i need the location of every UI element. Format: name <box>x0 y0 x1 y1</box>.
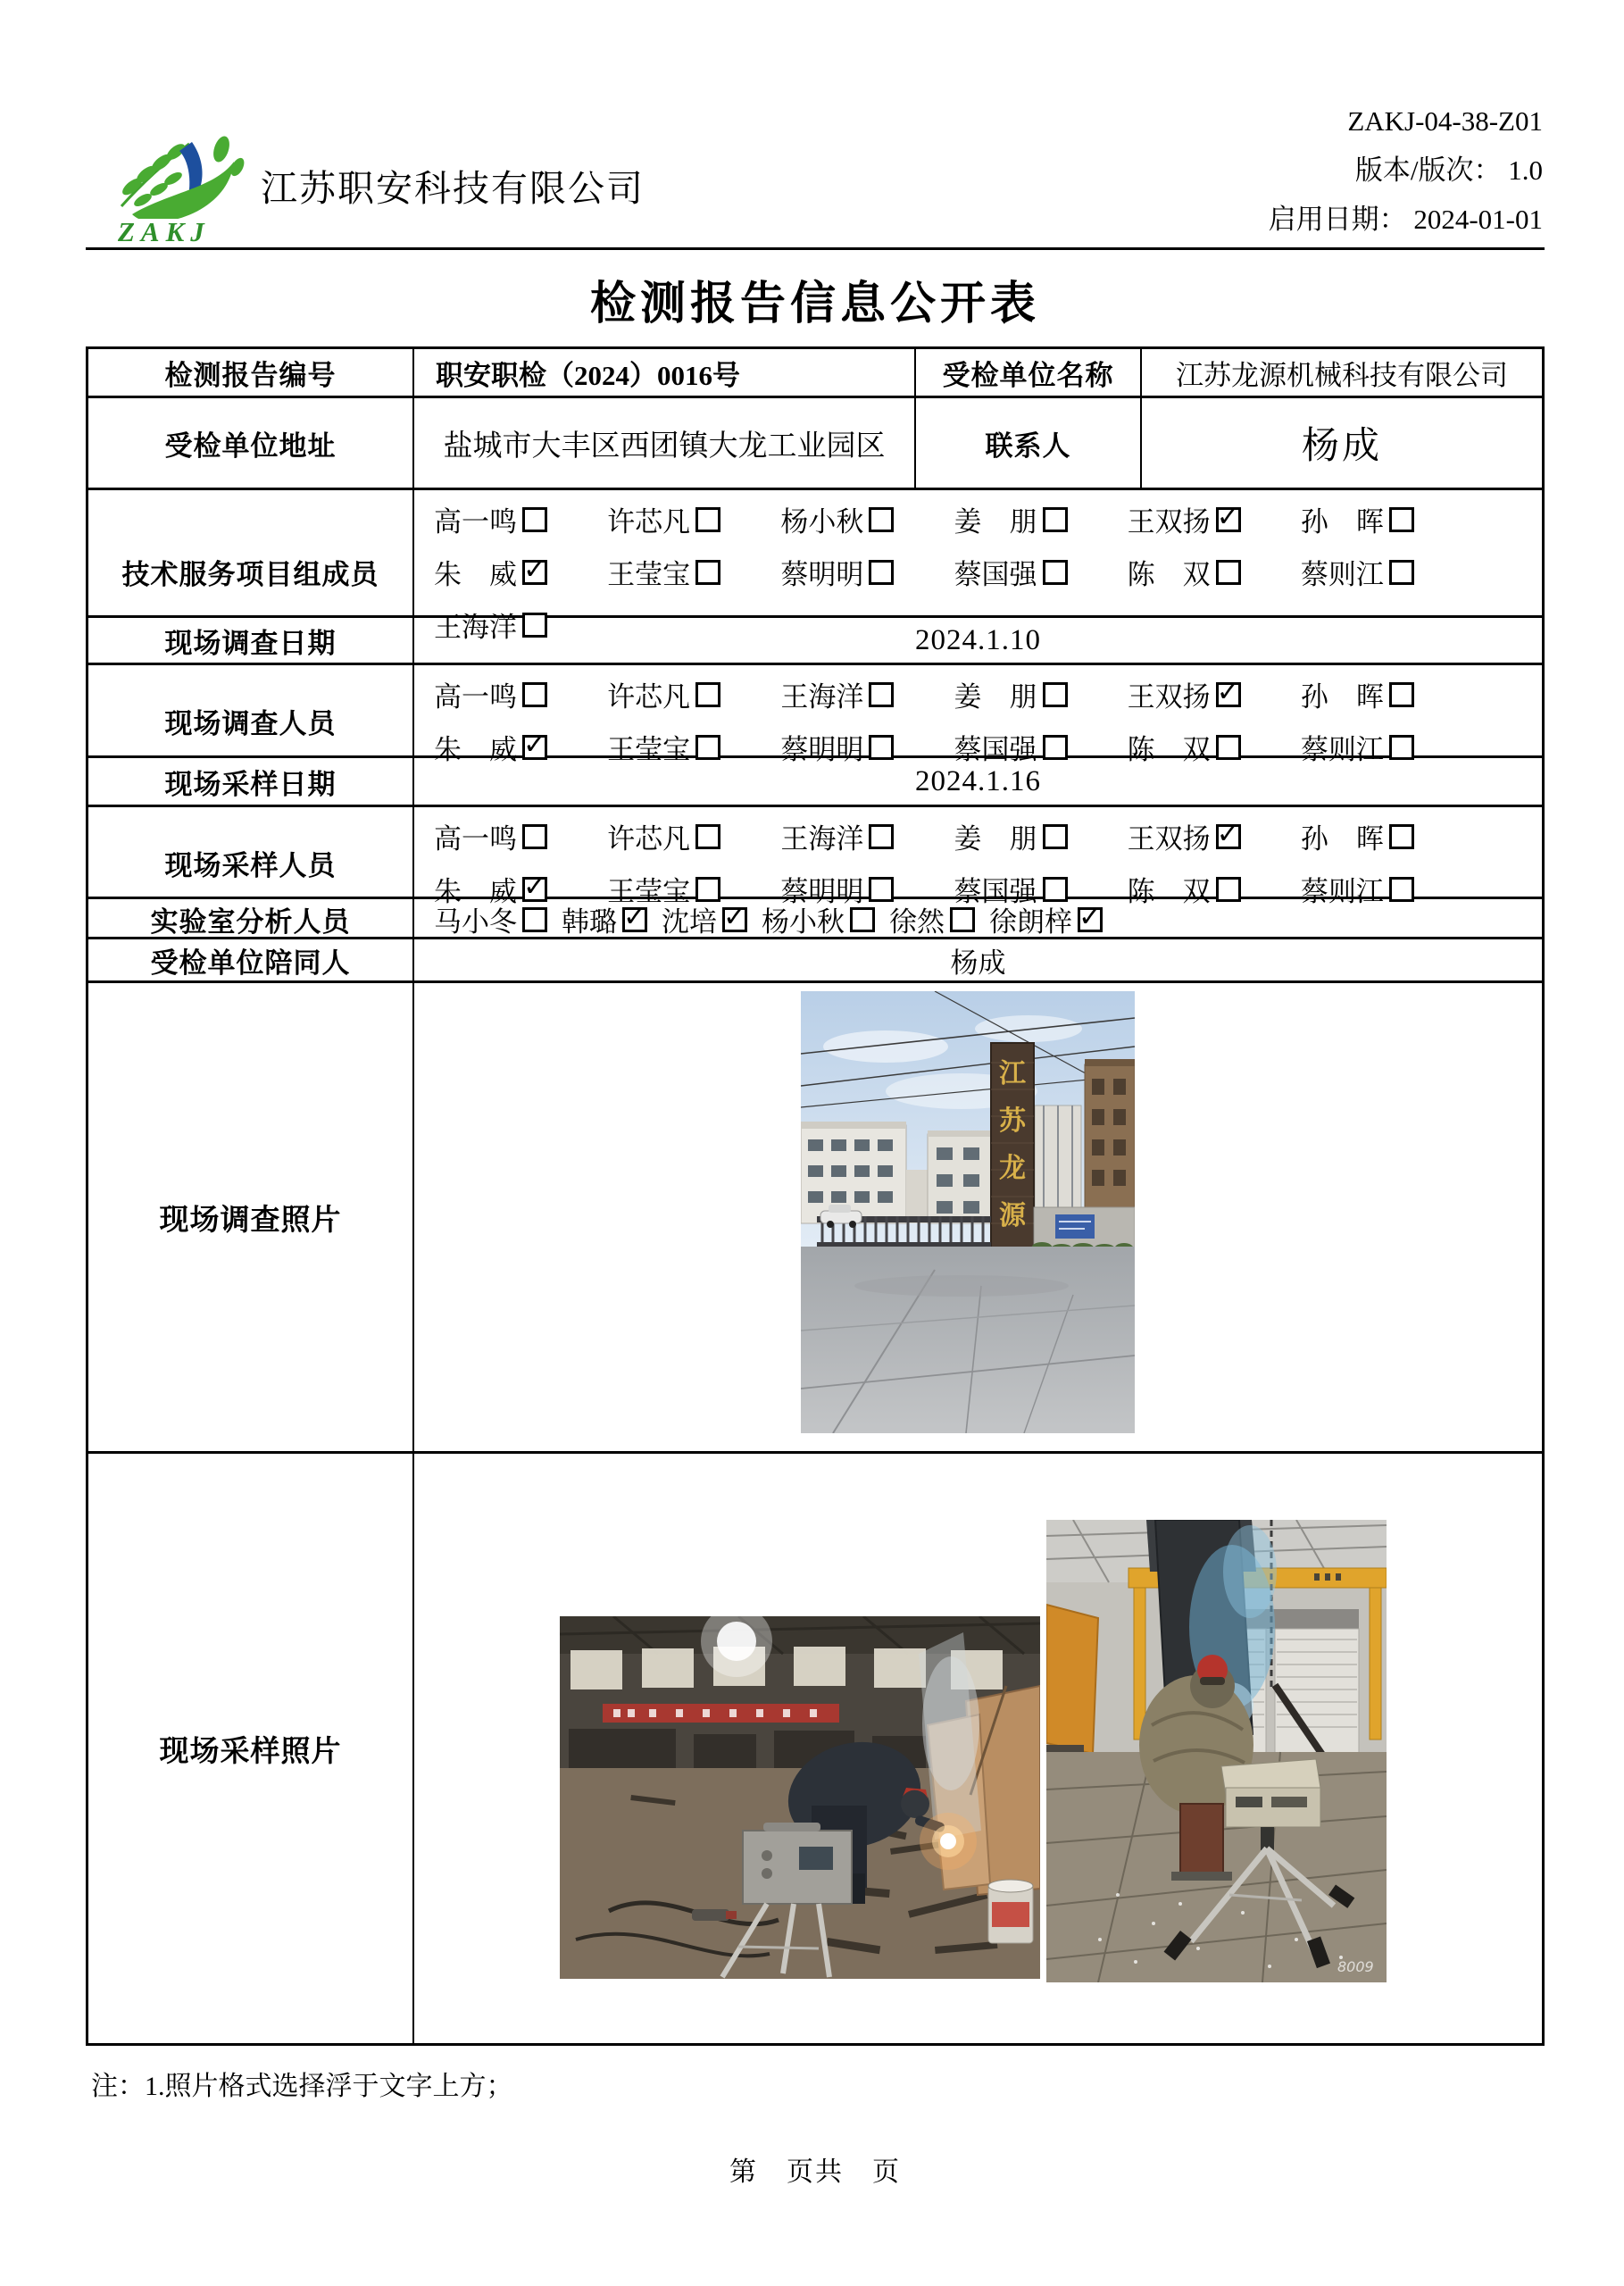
checkbox-icon <box>1216 682 1241 707</box>
member-item <box>762 899 875 939</box>
row-sampling-photo <box>88 1451 1542 2043</box>
unit-name-label: 受检单位名称 <box>914 349 1140 396</box>
checkbox-icon <box>1043 735 1068 760</box>
survey-photo-label: 现场调查照片 <box>159 1202 342 1236</box>
survey-staff-label: 现场调查人员 <box>164 707 337 739</box>
member-name: 蔡明明 <box>780 876 864 907</box>
member-name: 朱 威 <box>434 559 517 590</box>
checkbox-icon <box>522 735 547 760</box>
member-item <box>780 499 954 539</box>
member-name: 王双扬 <box>1127 681 1211 713</box>
row-survey-staff <box>88 663 1542 765</box>
gate-sign-char: 苏 <box>999 1106 1026 1136</box>
member-item <box>954 499 1128 539</box>
page-title: 检测报告信息公开表 <box>589 279 1040 330</box>
lab-staff-label: 实验室分析人员 <box>150 906 351 938</box>
member-name: 王莹宝 <box>607 559 691 590</box>
sampling-date-label: 现场采样日期 <box>164 768 337 800</box>
member-item <box>989 899 1103 939</box>
member-name: 徐朗梓 <box>989 906 1072 938</box>
page-header <box>86 0 1545 250</box>
checkbox-icon <box>1389 682 1414 707</box>
checkbox-icon <box>1389 824 1414 849</box>
checkbox-icon <box>869 507 894 532</box>
member-item <box>434 816 607 856</box>
sampling-date-value: 2024.1.16 <box>412 758 1542 805</box>
member-name: 蔡明明 <box>780 559 864 590</box>
doc-code: ZAKJ-04-38-Z01 <box>1347 105 1543 137</box>
checkbox-icon <box>1043 824 1068 849</box>
member-item <box>607 499 780 539</box>
checkbox-icon <box>522 507 547 532</box>
checkbox-icon <box>1043 877 1068 902</box>
member-name: 孙 晖 <box>1300 506 1384 538</box>
unit-address-label: 受检单位地址 <box>164 430 337 462</box>
member-item <box>562 899 647 939</box>
checkbox-icon <box>1389 507 1414 532</box>
report-number-label: 检测报告编号 <box>164 359 337 391</box>
escort-value: 杨成 <box>412 939 1542 980</box>
checkbox-icon <box>695 507 720 532</box>
unit-name-value: 江苏龙源机械科技有限公司 <box>1140 349 1542 396</box>
checkbox-icon <box>522 682 547 707</box>
checkbox-icon <box>869 824 894 849</box>
member-name: 朱 威 <box>434 734 517 765</box>
checkbox-icon <box>695 824 720 849</box>
gate-sign-char: 源 <box>999 1201 1026 1231</box>
checkbox-icon <box>869 682 894 707</box>
checkbox-icon <box>1216 735 1241 760</box>
doc-version: 版本/版次： 1.0 <box>1354 154 1543 186</box>
member-name: 徐然 <box>889 906 945 938</box>
lab-staff-cell <box>412 899 1542 939</box>
member-item <box>954 674 1128 714</box>
checkbox-icon <box>1389 877 1414 902</box>
doc-start-date: 启用日期： 2024-01-01 <box>1268 204 1543 235</box>
member-name: 许芯凡 <box>607 681 691 713</box>
row-unit-address <box>88 396 1542 488</box>
checkbox-icon <box>522 613 547 638</box>
row-survey-date <box>88 615 1542 663</box>
logo-text: ZAKJ <box>118 216 211 247</box>
row-lab-staff <box>88 897 1542 937</box>
member-item <box>434 552 607 592</box>
checkbox-icon <box>1078 907 1103 932</box>
member-name: 王双扬 <box>1127 823 1211 855</box>
checkbox-icon <box>1216 560 1241 585</box>
sampling-photo-left-image <box>560 1616 1040 1979</box>
survey-date-label: 现场调查日期 <box>164 627 337 659</box>
row-survey-photo <box>88 980 1542 1451</box>
member-name: 王海洋 <box>780 823 864 855</box>
member-item <box>954 816 1128 856</box>
member-name: 姜 朋 <box>954 506 1037 538</box>
member-name: 孙 晖 <box>1300 823 1384 855</box>
member-item <box>1128 499 1301 539</box>
checkbox-icon <box>1043 507 1068 532</box>
checkbox-icon <box>869 877 894 902</box>
member-name: 蔡明明 <box>780 734 864 765</box>
sampling-photo-right-image <box>1046 1520 1387 1982</box>
member-item <box>1128 816 1301 856</box>
member-item <box>1301 674 1474 714</box>
checkbox-icon <box>522 560 547 585</box>
checkbox-icon <box>622 907 647 932</box>
member-name: 朱 威 <box>434 876 517 907</box>
member-name: 韩璐 <box>562 906 617 938</box>
checkbox-icon <box>695 560 720 585</box>
document-codes <box>1269 96 1543 244</box>
member-name: 蔡则江 <box>1300 559 1384 590</box>
checkbox-icon <box>722 907 747 932</box>
member-name: 姜 朋 <box>954 681 1037 713</box>
page-footer: 第 页共 页 <box>729 2157 901 2187</box>
member-item <box>607 674 780 714</box>
row-report-number <box>88 349 1542 396</box>
member-item <box>662 899 747 939</box>
member-name: 马小冬 <box>434 906 517 938</box>
member-name: 王双扬 <box>1127 506 1211 538</box>
escort-label: 受检单位陪同人 <box>150 947 351 979</box>
row-escort <box>88 937 1542 980</box>
gate-sign-char: 龙 <box>999 1154 1026 1183</box>
member-item <box>607 552 780 592</box>
project-members-label: 技术服务项目组成员 <box>121 559 379 590</box>
checkbox-icon <box>695 682 720 707</box>
member-item <box>889 899 975 939</box>
member-name: 姜 朋 <box>954 823 1037 855</box>
member-item <box>1301 552 1474 592</box>
checkbox-icon <box>522 824 547 849</box>
member-name: 王莹宝 <box>607 876 691 907</box>
member-item <box>1301 499 1474 539</box>
checkbox-icon <box>522 907 547 932</box>
member-name: 高一鸣 <box>434 506 517 538</box>
company-logo-icon <box>105 129 248 219</box>
member-item <box>780 674 954 714</box>
member-item <box>1301 816 1474 856</box>
member-name: 陈 双 <box>1127 734 1211 765</box>
member-name: 高一鸣 <box>434 681 517 713</box>
member-name: 孙 晖 <box>1300 681 1384 713</box>
photo-timestamp: 8009 <box>1337 1958 1374 1975</box>
gate-sign-char: 江 <box>999 1059 1026 1089</box>
sampling-staff-label: 现场采样人员 <box>164 849 337 881</box>
sampling-photo-cell <box>412 1454 1542 2043</box>
checkbox-icon <box>695 735 720 760</box>
member-name: 蔡国强 <box>954 876 1037 907</box>
row-sampling-staff <box>88 805 1542 907</box>
report-info-table <box>86 346 1545 2046</box>
checkbox-icon <box>1043 560 1068 585</box>
member-name: 王海洋 <box>780 681 864 713</box>
checkbox-icon <box>1216 877 1241 902</box>
member-name: 陈 双 <box>1127 876 1211 907</box>
checkbox-icon <box>869 735 894 760</box>
member-name: 许芯凡 <box>607 506 691 538</box>
member-item <box>780 816 954 856</box>
checkbox-icon <box>1043 682 1068 707</box>
member-item <box>954 552 1128 592</box>
member-name: 许芯凡 <box>607 823 691 855</box>
member-name: 沈培 <box>662 906 717 938</box>
checkbox-icon <box>522 877 547 902</box>
member-name: 杨小秋 <box>762 906 845 938</box>
member-item <box>780 552 954 592</box>
member-name: 蔡则江 <box>1300 876 1384 907</box>
member-name: 蔡国强 <box>954 734 1037 765</box>
unit-address-value: 盐城市大丰区西团镇大龙工业园区 <box>412 398 914 488</box>
member-name: 杨小秋 <box>780 506 864 538</box>
survey-photo-cell <box>412 983 1542 1451</box>
note-text: 注：1.照片格式选择浮于文字上方； <box>91 2072 513 2101</box>
checkbox-icon <box>1389 735 1414 760</box>
contact-value: 杨成 <box>1140 398 1542 488</box>
member-item <box>434 899 547 939</box>
member-name: 蔡国强 <box>954 559 1037 590</box>
member-name: 蔡则江 <box>1300 734 1384 765</box>
survey-date-value: 2024.1.10 <box>412 618 1542 663</box>
lab-staff-checklist <box>414 899 1103 939</box>
contact-label: 联系人 <box>914 398 1140 488</box>
member-item <box>434 499 607 539</box>
row-sampling-date <box>88 755 1542 805</box>
sampling-photo-label: 现场采样照片 <box>159 1733 342 1767</box>
member-item <box>607 816 780 856</box>
member-name: 陈 双 <box>1127 559 1211 590</box>
company-name: 江苏职安科技有限公司 <box>261 168 645 209</box>
checkbox-icon <box>1216 824 1241 849</box>
member-name: 王莹宝 <box>607 734 691 765</box>
member-item <box>1128 674 1301 714</box>
checkbox-icon <box>1389 560 1414 585</box>
member-item <box>434 674 607 714</box>
member-name: 王海洋 <box>434 612 517 643</box>
report-number-value: 职安职检（2024）0016号 <box>412 349 914 396</box>
checkbox-icon <box>950 907 975 932</box>
survey-photo-image <box>801 991 1135 1433</box>
member-item <box>1128 552 1301 592</box>
checkbox-icon <box>1216 507 1241 532</box>
member-name: 高一鸣 <box>434 823 517 855</box>
checkbox-icon <box>869 560 894 585</box>
checkbox-icon <box>850 907 875 932</box>
checkbox-icon <box>695 877 720 902</box>
